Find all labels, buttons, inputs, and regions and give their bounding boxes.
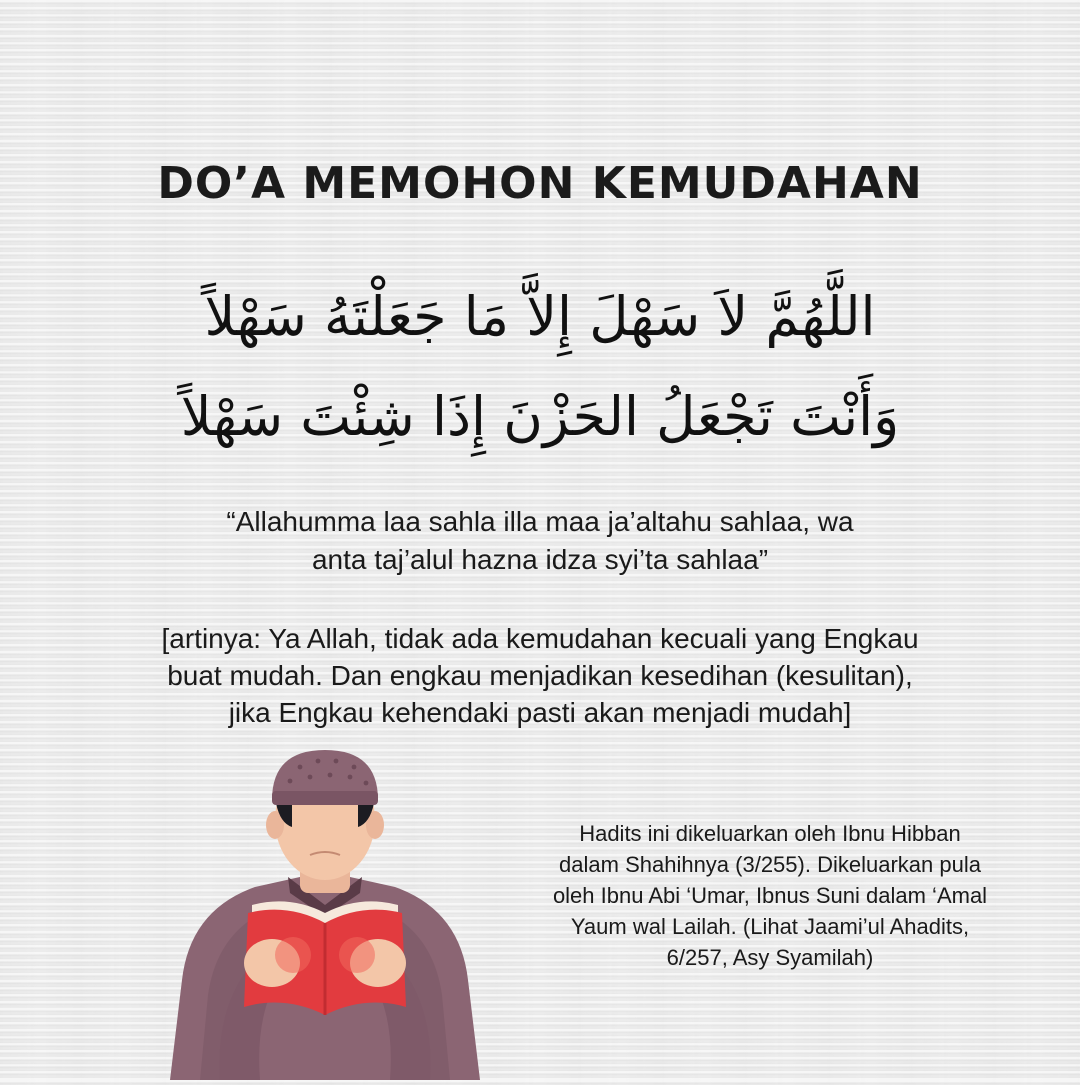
translation-line-2: buat mudah. Dan engkau menjadikan kesedihan (kesulitan), [167, 660, 913, 691]
arabic-prayer-line-2: وَأَنْتَ تَجْعَلُ الحَزْنَ إِذَا شِئْتَ سَهْلاً [180, 385, 900, 448]
source-line-4: Yaum wal Lailah. (Lihat Jaami’ul Ahadits, [570, 914, 970, 939]
transliteration-line-2: anta taj’alul hazna idza syi’ta sahlaa” [311, 544, 769, 575]
page-title: DO’A MEMOHON KEMUDAHAN [157, 158, 923, 209]
transliteration-line-1: “Allahumma laa sahla illa maa ja’altahu sahlaa, wa [226, 506, 854, 537]
source-line-5: 6/257, Asy Syamilah) [666, 945, 874, 970]
man-reading-book-icon [160, 745, 490, 1080]
hadith-source-note [500, 818, 1040, 973]
translation [100, 620, 980, 731]
source-line-3: oleh Ibnu Abi ‘Umar, Ibnus Suni dalam ‘Amal [552, 883, 988, 908]
translation-line-3: jika Engkau kehendaki pasti akan menjadi mudah] [228, 697, 852, 728]
arabic-prayer-line-1: اللَّهُمَّ لاَ سَهْلَ إِلاَّ مَا جَعَلْتَهُ سَهْلاً [204, 285, 876, 348]
source-line-2: dalam Shahihnya (3/255). Dikeluarkan pula [559, 852, 981, 877]
translation-line-1: [artinya: Ya Allah, tidak ada kemudahan kecuali yang Engkau [161, 623, 919, 654]
transliteration [140, 503, 940, 579]
source-line-1: Hadits ini dikeluarkan oleh Ibnu Hibban [579, 821, 961, 846]
